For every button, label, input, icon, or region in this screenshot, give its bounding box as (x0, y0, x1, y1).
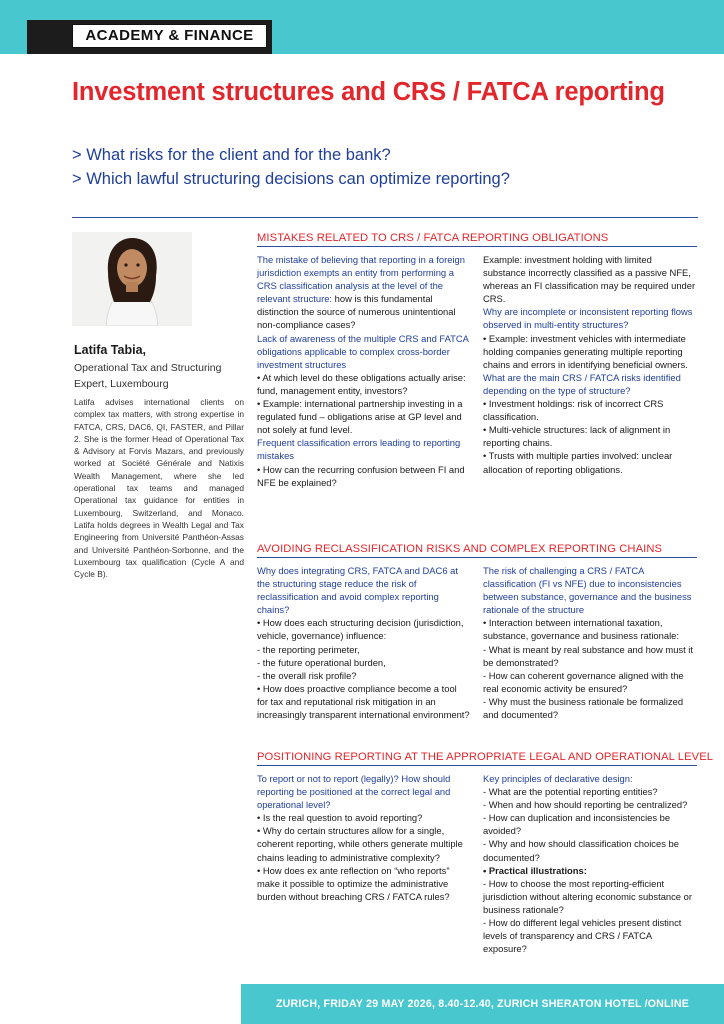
speaker-bio: Latifa advises international clients on complex tax matters, with strong expertise in FATCA, CRS, DAC6, QI, FASTER, and Pillar 2. She is the former Head of Operational Tax & Advisory at Forvis Mazars, and previously worked at Société Générale and Natixis Wealth Management, where she led operational tax teams and managed Operational tax guidance for entities in Luxembourg, Switzerland, and Monaco. Latifa holds degrees in Wealth Legal and Tax Engineering from Université Panthéon-Assas and Université Panthéon-Sorbonne, and the Luxembourg tax qualification (Cycle A and Cycle B). (74, 397, 244, 580)
section-positioning-left (257, 772, 470, 903)
speaker-role (74, 361, 244, 392)
speaker-role-line: Expert, Luxembourg (74, 377, 169, 390)
speaker-portrait-icon (72, 232, 192, 326)
paragraph (257, 253, 470, 332)
text: Example: investment holding with limited substance incorrectly classified as a passive NFE, whereas an FI classification may be required under CRS. (483, 254, 696, 305)
header-band (0, 0, 724, 54)
section-heading-mistakes: MISTAKES RELATED TO CRS / FATCA REPORTING OBLIGATIONS (257, 232, 697, 247)
bullet: • How does each structuring decision (jurisdiction, vehicle, governance) influence: (257, 617, 464, 642)
bullet: • At which level do these obligations actually arise: fund, management entity, investors? (257, 371, 466, 396)
bullet: • Example: international partnership investing in a regulated fund – obligations arise at GP level and not solely at fund level. (257, 398, 463, 436)
key-questions (72, 143, 702, 191)
question-item: > Which lawful structuring decisions can optimize reporting? (72, 170, 510, 188)
bullet: • How does proactive compliance become a tool for tax and reputational risk mitigation in an increasingly transparent international environment? (257, 682, 470, 721)
bullet: - What is meant by real substance and how must it be demonstrated? (483, 643, 693, 668)
subheading: What are the main CRS / FATCA risks identified depending on the type of structure? (483, 371, 681, 396)
subheading: Why does integrating CRS, FATCA and DAC6 at the structuring stage reduce the risk of reclassification and avoid complex reporting chains? (257, 565, 458, 616)
section-positioning-right (483, 772, 697, 955)
bullet: - How to choose the most reporting-efficient jurisdiction without altering economic substance or business rationale? (483, 877, 692, 915)
subheading: The mistake of believing that reporting in a foreign jurisdiction exempts an entity from performing a CRS classification analysis at the level of the relevant structure: (257, 254, 465, 305)
subheading: Why are incomplete or inconsistent reporting flows observed in multi-entity structures? (483, 306, 693, 331)
section-heading-reclassification: AVOIDING RECLASSIFICATION RISKS AND COMPLEX REPORTING CHAINS (257, 543, 697, 558)
bullet: • Investment holdings: risk of incorrect CRS classification. (483, 398, 664, 423)
subheading: The risk of challenging a CRS / FATCA classification (FI vs NFE) due to inconsistencies between substance, governance and the business rationale of the structure (483, 565, 692, 616)
bullet: • Multi-vehicle structures: lack of alignment in reporting chains. (483, 424, 671, 449)
bullet: • Why do certain structures allow for a single, coherent reporting, while others generate multiple chains leading to administrative complexity? (257, 825, 463, 863)
speaker-role-line: Operational Tax and Structuring (74, 362, 222, 374)
bullet: - When and how should reporting be centralized? (483, 799, 688, 811)
bullet: • Example: investment vehicles with intermediate holding companies generating multiple reporting chains and errors in identifying beneficial owners. (483, 332, 688, 370)
bullet: - How can coherent governance aligned with the real economic activity be ensured? (483, 669, 684, 694)
bullet: - Why and how should classification choices be documented? (483, 838, 679, 863)
brand-badge: ACADEMY & FINANCE (72, 24, 267, 48)
subheading: To report or not to report (legally)? How should reporting be positioned at the correct legal and operational level? (257, 773, 451, 811)
bullet: - the reporting perimeter, (257, 643, 360, 655)
section-heading-positioning: POSITIONING REPORTING AT THE APPROPRIATE LEGAL AND OPERATIONAL LEVEL (257, 751, 697, 766)
bullet: • Trusts with multiple parties involved: unclear allocation of reporting obligations. (483, 450, 673, 475)
section-reclassification-right (483, 564, 697, 721)
bullet: • Interaction between international taxation, substance, governance and business rationale: (483, 617, 679, 642)
speaker-photo (72, 232, 192, 326)
bullet: - the future operational burden, (257, 656, 386, 668)
question-item: > What risks for the client and for the bank? (72, 146, 391, 164)
section-mistakes-left (257, 253, 470, 489)
divider (72, 217, 698, 218)
bullet: - Why must the business rationale be formalized and documented? (483, 695, 684, 721)
bullet: - How can duplication and inconsistencies be avoided? (483, 812, 671, 837)
event-footer: ZURICH, FRIDAY 29 MAY 2026, 8.40-12.40, ZURICH SHERATON HOTEL /ONLINE (241, 984, 724, 1024)
bullet: - the overall risk profile? (257, 669, 357, 681)
bullet: • Practical illustrations: (483, 864, 587, 876)
bullet: • Is the real question to avoid reporting? (257, 812, 423, 824)
page-title: Investment structures and CRS / FATCA reporting (72, 78, 665, 106)
text: how is this fundamental distinction the source of numerous unintentional non-compliance cases? (257, 293, 456, 331)
bullet: • How can the recurring confusion between FI and NFE be explained? (257, 463, 465, 488)
bullet: • How does ex ante reflection on “who reports” make it possible to optimize the administrative burden without breaching CRS / FATCA rules? (257, 864, 450, 902)
subheading: Lack of awareness of the multiple CRS and FATCA obligations applicable to complex cross-border investment structures (257, 332, 469, 370)
bullet: - How do different legal vehicles present distinct levels of transparency and CRS / FATCA exposure? (483, 917, 682, 955)
section-reclassification-left (257, 564, 470, 721)
speaker-name: Latifa Tabia, (74, 343, 147, 357)
section-mistakes-right (483, 253, 697, 476)
bullet: - What are the potential reporting entities? (483, 786, 658, 798)
subheading: Key principles of declarative design: (483, 773, 633, 784)
subheading: Frequent classification errors leading to reporting mistakes (257, 437, 461, 462)
